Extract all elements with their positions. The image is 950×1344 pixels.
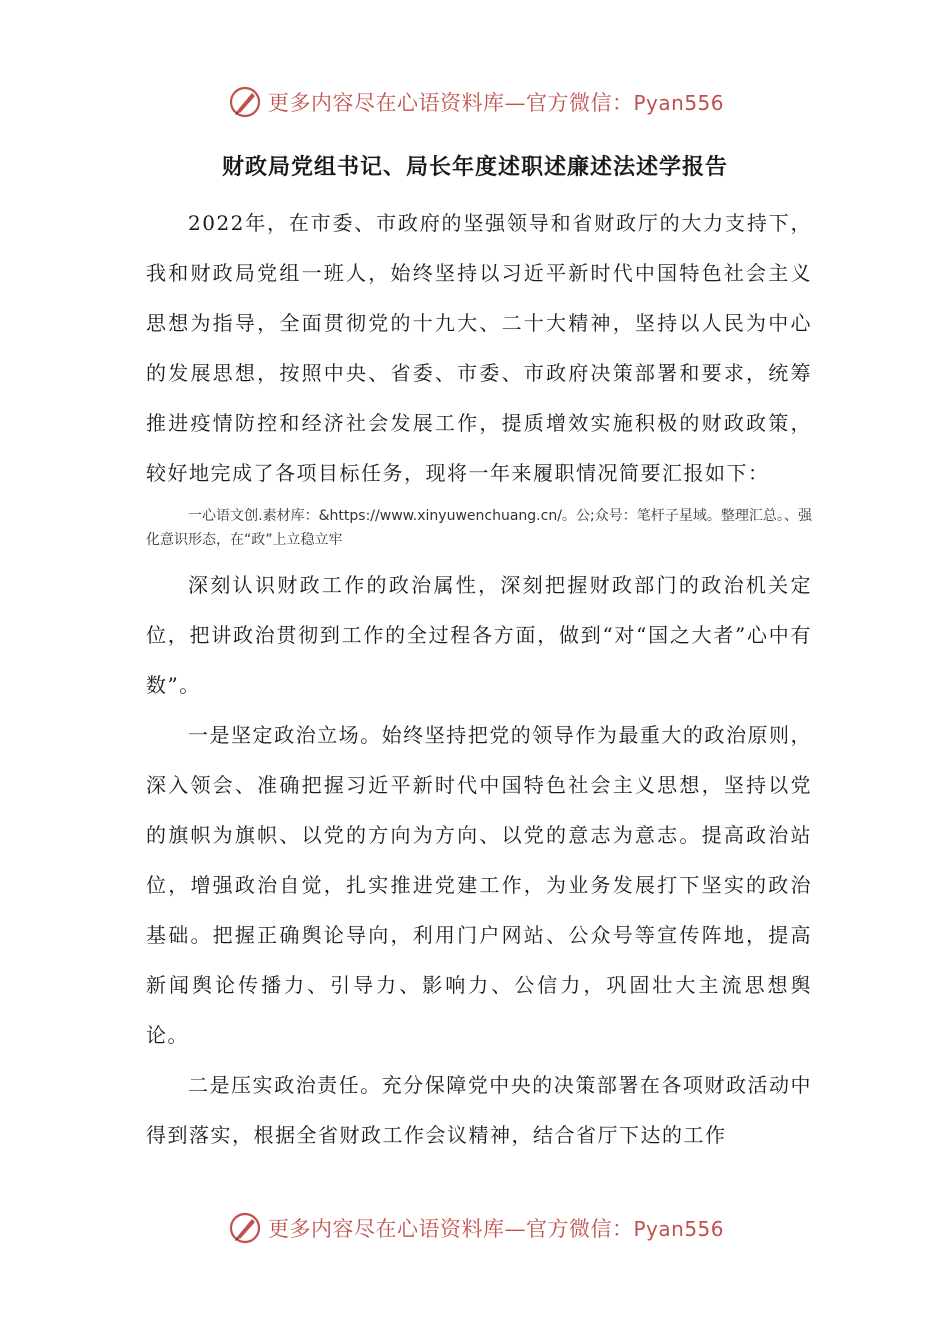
footer-watermark bbox=[228, 1208, 748, 1248]
paragraph-2: 一是坚定政治立场。始终坚持把党的领导作为最重大的政治原则，深入领会、准确把握习近平新时代中国特色社会主义思想，坚持以党的旗帜为旗帜、以党的方向为方向、以党的意志为意志。提高政治站位，增强政治自觉，扎实推进党建工作，为业务发展打下坚实的政治基础。把握正确舆论导向，利用门户网站、公众号等宣传阵地，提高新闻舆论传播力、引导力、影响力、公信力，巩固壮大主流思想舆论。 bbox=[146, 723, 812, 1047]
paragraph-1: 深刻认识财政工作的政治属性，深刻把握财政部门的政治机关定位，把讲政治贯彻到工作的全过程各方面，做到“对“国之大者”心中有数”。 bbox=[146, 573, 812, 697]
quill-pen-in-circle-icon bbox=[228, 85, 262, 119]
watermark-text: 更多内容尽在心语资料库—官方微信：Pyan556 bbox=[268, 1217, 725, 1241]
watermark-text: 更多内容尽在心语资料库—官方微信：Pyan556 bbox=[268, 91, 725, 115]
header-watermark bbox=[228, 82, 748, 122]
document-title: 财政局党组书记、局长年度述职述廉述法述学报告 bbox=[221, 154, 728, 180]
quill-pen-in-circle-icon bbox=[228, 1211, 262, 1245]
source-note: 一心语文创.素材库：&https://www.xinyuwenchuang.cn/。公;众号：笔杆子星域。整理汇总。、强化意识形态，在“政”上立稳立牢 bbox=[146, 508, 812, 548]
paragraph-3: 二是压实政治责任。充分保障党中央的决策部署在各项财政活动中得到落实，根据全省财政工作会议精神，结合省厅下达的工作 bbox=[146, 1073, 812, 1147]
intro-paragraph: 2022年，在市委、市政府的坚强领导和省财政厅的大力支持下，我和财政局党组一班人，始终坚持以习近平新时代中国特色社会主义思想为指导，全面贯彻党的十九大、二十大精神，坚持以人民为中心的发展思想，按照中央、省委、市委、市政府决策部署和要求，统筹推进疫情防控和经济社会发展工作，提质增效实施积极的财政政策，较好地完成了各项目标任务，现将一年来履职情况简要汇报如下： bbox=[146, 211, 812, 485]
document-body bbox=[146, 198, 812, 1160]
